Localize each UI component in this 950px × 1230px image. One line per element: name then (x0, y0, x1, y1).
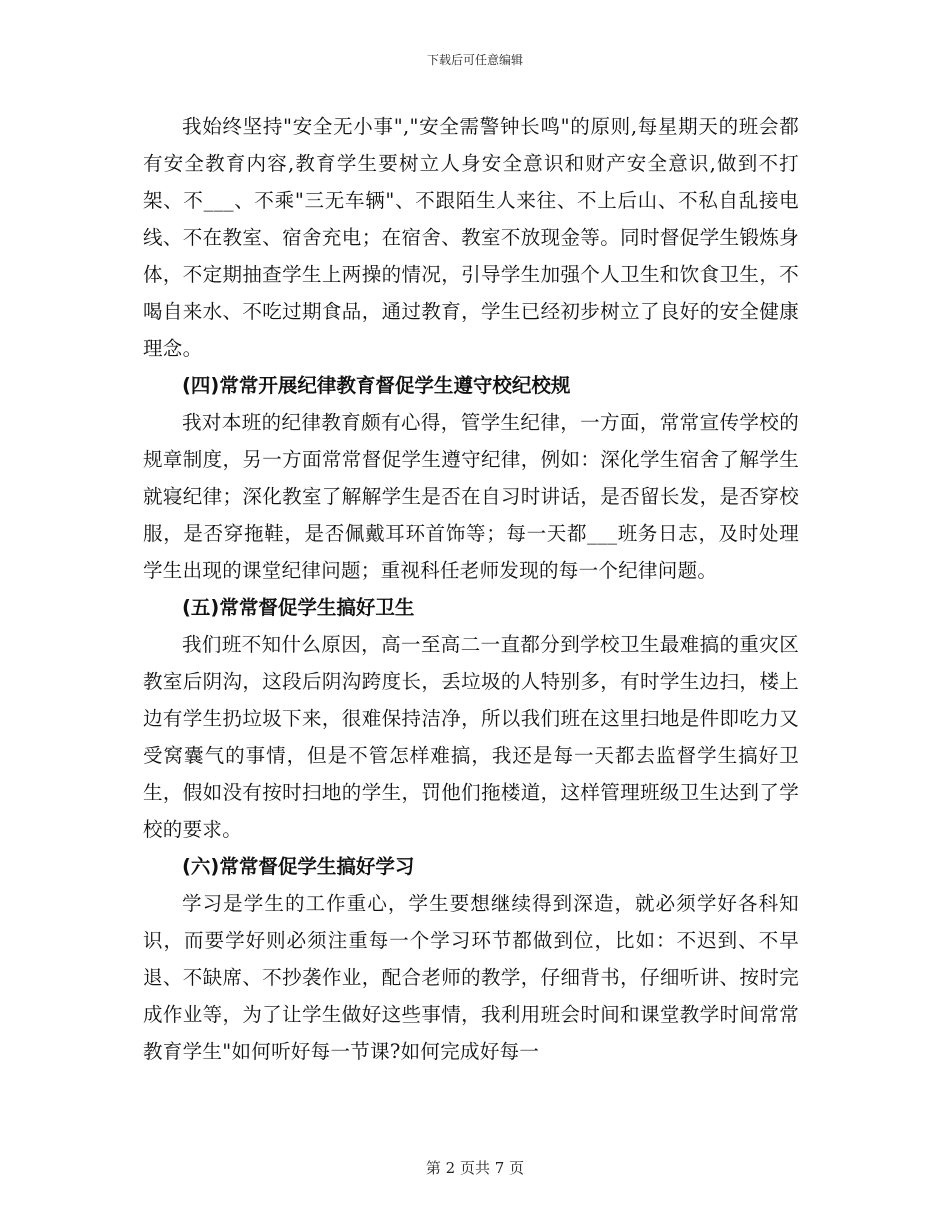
page-header: 下载后可任意编辑 (426, 53, 523, 67)
paragraph-safety-education: 我始终坚持"安全无小事","安全需警钟长鸣"的原则,每星期天的班会都有安全教育内容,教育学生要树立人身安全意识和财产安全意识,做到不打架、不___、不乘"三无车辆"、不跟陌生人来往、不上后山、不私自乱接电线、不在教室、宿舍充电；在宿舍、教室不放现金等。同时督促学生锻炼身体，不定期抽查学生上两操的情况，引导学生加强个人卫生和饮食卫生，不喝自来水、不吃过期食品，通过教育，学生已经初步树立了良好的安全健康理念。 (143, 115, 799, 360)
paragraph-study: 学习是学生的工作重心，学生要想继续得到深造，就必须学好各科知识，而要学好则必须注重每一个学习环节都做到位，比如：不迟到、不早退、不缺席、不抄袭作业，配合老师的教学，仔细背书，仔细听讲、按时完成作业等，为了让学生做好这些事情，我利用班会时间和课堂教学时间常常教育学生"如何听好每一节课?如何完成好每一 (143, 892, 799, 1063)
page-number: 第 2 页共 7 页 (425, 1159, 525, 1177)
section-heading-study: (六)常常督促学生搞好学习 (182, 855, 415, 878)
section-heading-hygiene: (五)常常督促学生搞好卫生 (182, 596, 415, 619)
paragraph-discipline: 我对本班的纪律教育颇有心得，管学生纪律，一方面，常常宣传学校的规章制度，另一方面常常督促学生遵守纪律，例如：深化学生宿舍了解学生就寝纪律；深化教室了解解学生是否在自习时讲话，是否留长发，是否穿校服，是否穿拖鞋，是否佩戴耳环首饰等；每一天都___班务日志，及时处理学生出现的课堂纪律问题；重视科任老师发现的每一个纪律问题。 (143, 411, 799, 582)
section-heading-discipline: (四)常常开展纪律教育督促学生遵守校纪校规 (182, 374, 571, 397)
paragraph-hygiene: 我们班不知什么原因，高一至高二一直都分到学校卫生最难搞的重灾区教室后阴沟，这段后阴沟跨度长，丢垃圾的人特别多，有时学生边扫，楼上边有学生扔垃圾下来，很难保持洁净，所以我们班在这里扫地是件即吃力又受窝囊气的事情，但是不管怎样难搞，我还是每一天都去监督学生搞好卫生，假如没有按时扫地的学生，罚他们拖楼道，这样管理班级卫生达到了学校的要求。 (143, 633, 799, 841)
document-body (143, 108, 799, 1070)
